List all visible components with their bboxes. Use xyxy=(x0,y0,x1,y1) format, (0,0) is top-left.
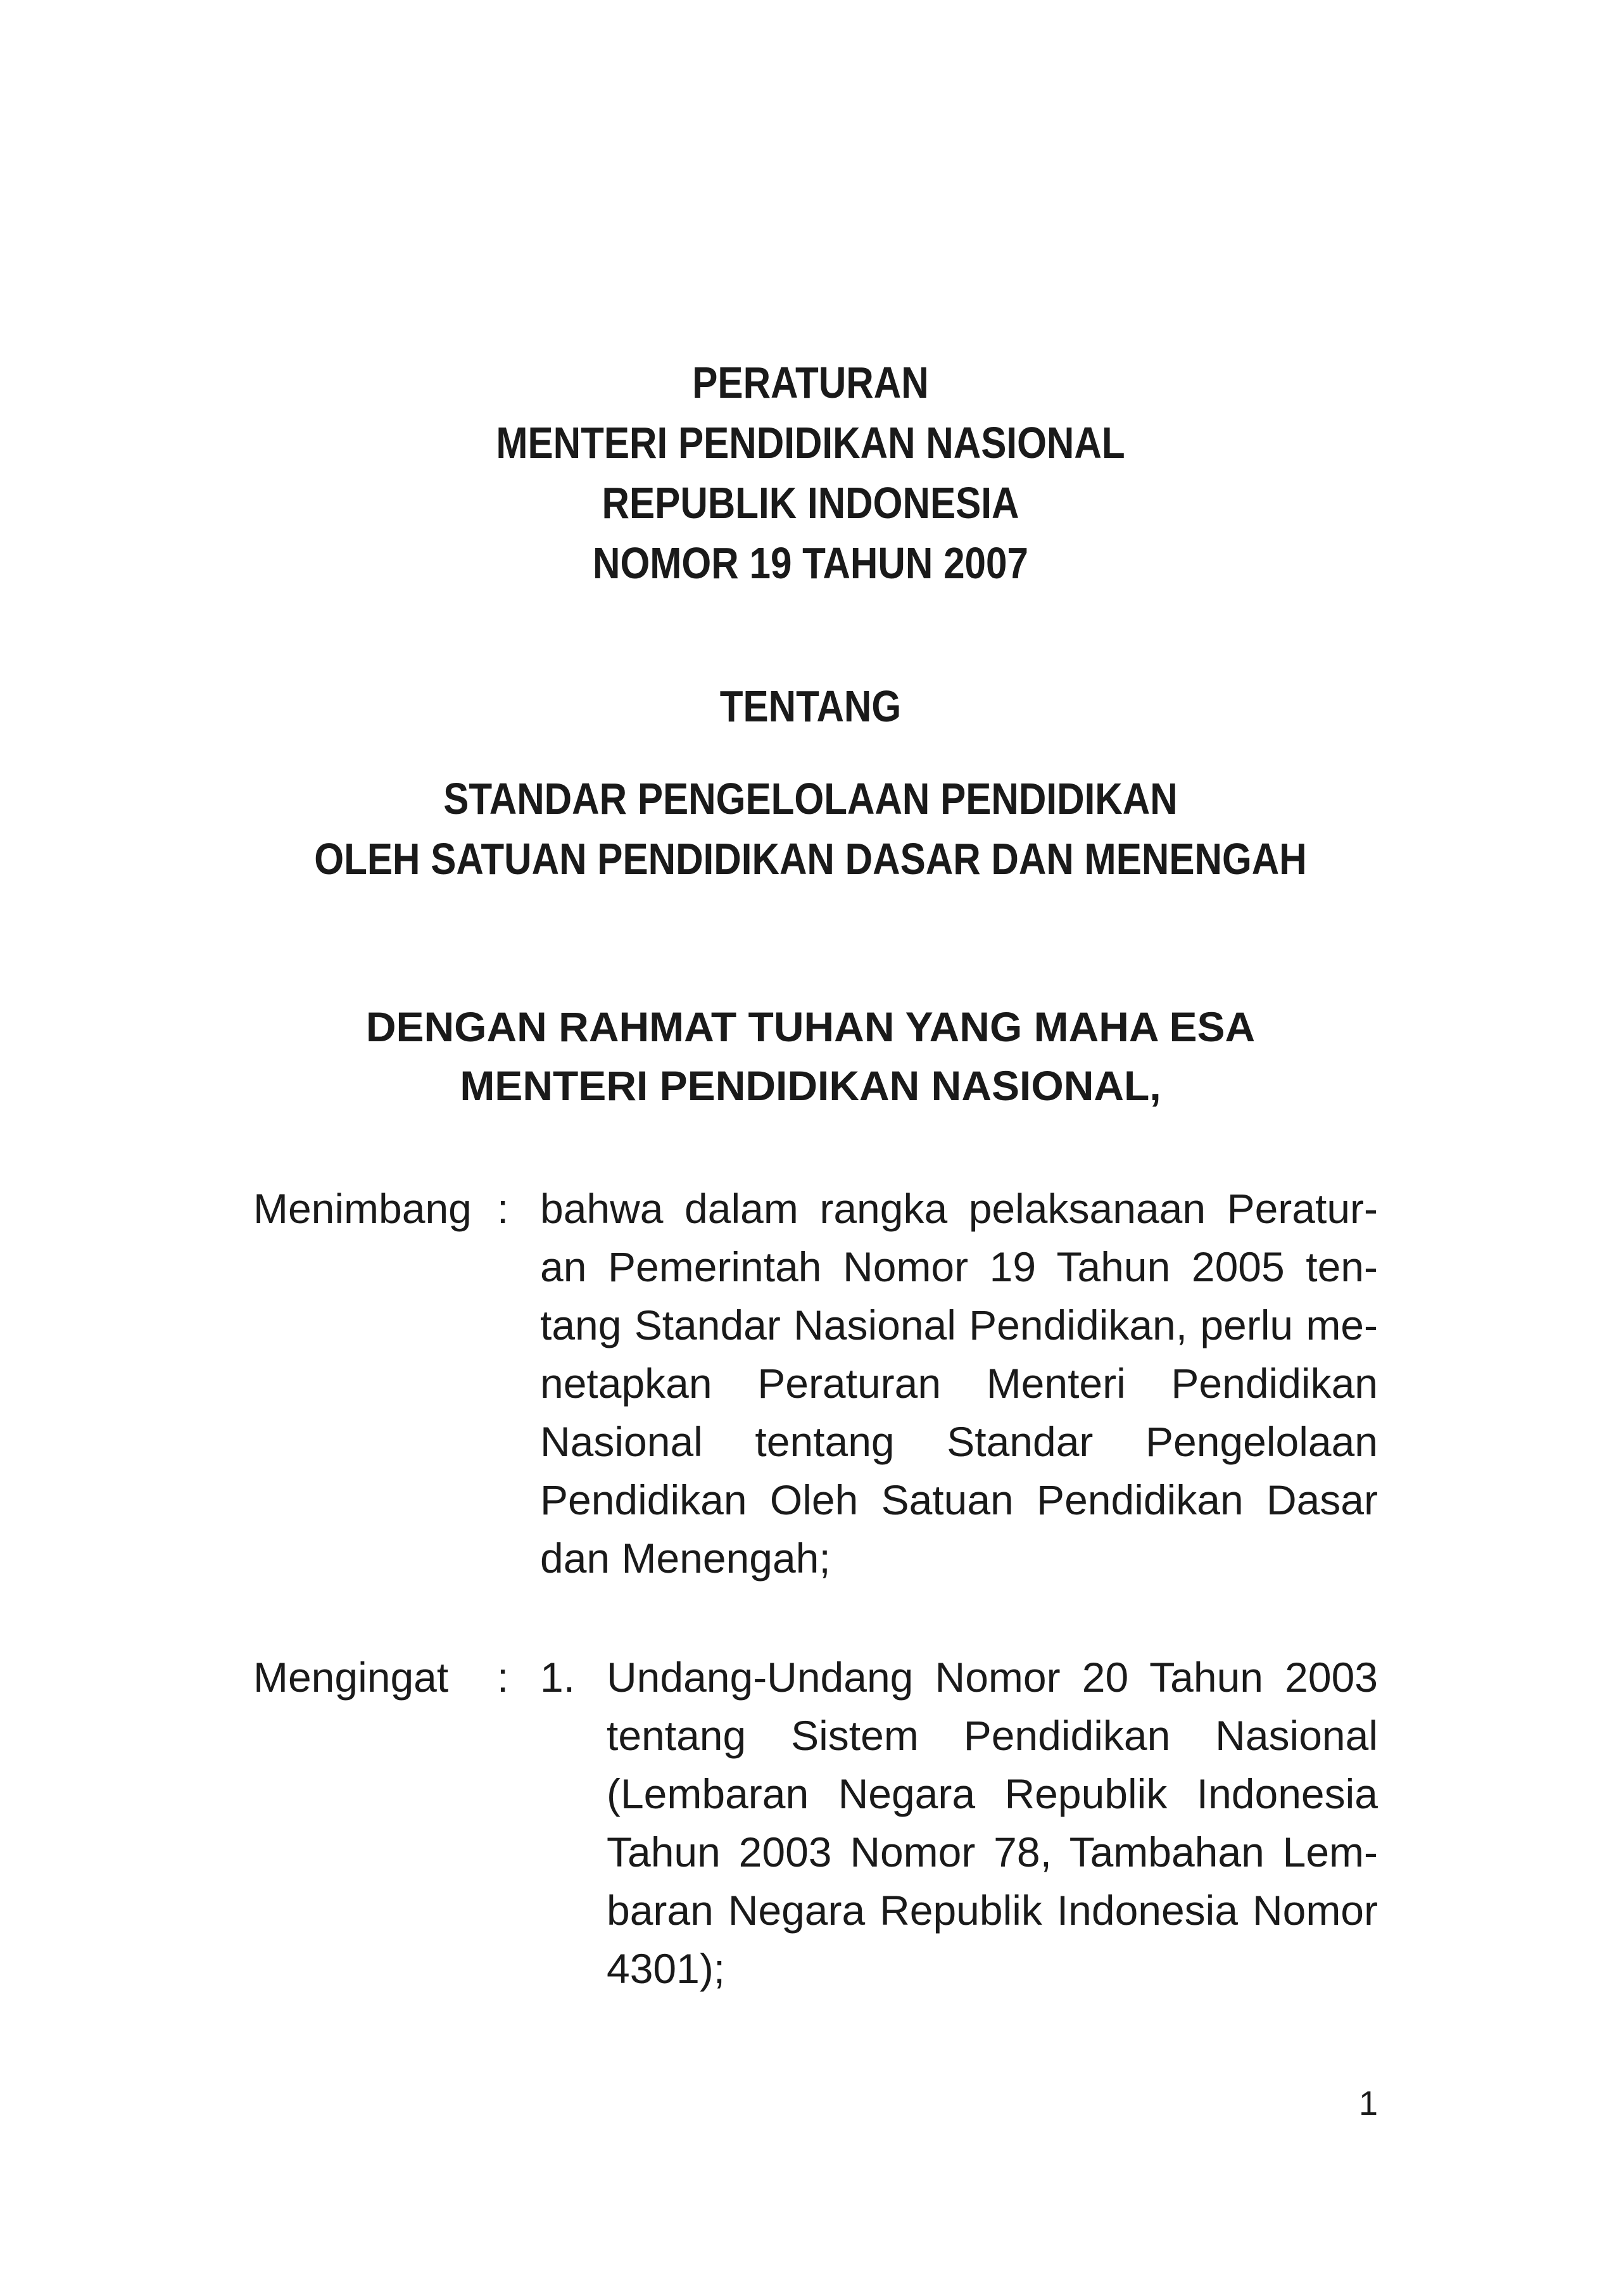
title-line: MENTERI PENDIDIKAN NASIONAL xyxy=(496,418,1125,467)
mengingat-colon: : xyxy=(497,1654,509,1701)
tentang-label: TENTANG xyxy=(719,682,902,731)
page-number: 1 xyxy=(1358,2084,1378,2122)
mengingat-item-text xyxy=(607,1648,1378,1998)
menimbang-line: tang Standar Nasional Pendidikan, perlu me- xyxy=(540,1302,1378,1348)
title-line: PERATURAN xyxy=(692,358,929,407)
subject-line: OLEH SATUAN PENDIDIKAN DASAR DAN MENENGAH xyxy=(314,834,1307,884)
menimbang-label: Menimbang xyxy=(253,1185,472,1232)
subject-line: STANDAR PENGELOLAAN PENDIDIKAN xyxy=(443,774,1178,823)
menimbang-line: netapkan Peraturan Menteri Pendidikan xyxy=(540,1360,1378,1407)
mengingat-line: Undang-Undang Nomor 20 Tahun 2003 xyxy=(607,1654,1378,1701)
preamble-line: DENGAN RAHMAT TUHAN YANG MAHA ESA xyxy=(365,1003,1256,1050)
title-line: REPUBLIK INDONESIA xyxy=(602,478,1019,528)
menimbang-text xyxy=(540,1179,1378,1587)
mengingat-line: tentang Sistem Pendidikan Nasional xyxy=(607,1712,1378,1759)
menimbang-line: an Pemerintah Nomor 19 Tahun 2005 ten- xyxy=(540,1243,1378,1290)
mengingat-line: baran Negara Republik Indonesia Nomor xyxy=(607,1887,1378,1934)
preamble-line: MENTERI PENDIDIKAN NASIONAL, xyxy=(460,1062,1161,1109)
mengingat-line: 4301); xyxy=(607,1945,726,1992)
mengingat-line: Tahun 2003 Nomor 78, Tambahan Lem- xyxy=(607,1829,1378,1875)
menimbang-line: Pendidikan Oleh Satuan Pendidikan Dasar xyxy=(540,1476,1378,1523)
menimbang-colon: : xyxy=(497,1185,509,1232)
menimbang-line: bahwa dalam rangka pelaksanaan Peratur- xyxy=(540,1185,1378,1232)
mengingat-line: (Lembaran Negara Republik Indonesia xyxy=(607,1770,1378,1817)
mengingat-item-number: 1. xyxy=(540,1654,576,1701)
mengingat-label: Mengingat xyxy=(253,1654,449,1701)
regulation-subject xyxy=(0,769,1621,889)
preamble xyxy=(0,998,1621,1115)
tentang-heading xyxy=(0,676,1621,737)
mengingat-section xyxy=(0,1648,1621,2028)
menimbang-line: dan Menengah; xyxy=(540,1535,831,1582)
title-line: NOMOR 19 TAHUN 2007 xyxy=(592,538,1028,588)
menimbang-line: Nasional tentang Standar Pengelolaan xyxy=(540,1418,1378,1465)
menimbang-section xyxy=(0,1179,1621,1648)
regulation-title xyxy=(0,353,1621,593)
